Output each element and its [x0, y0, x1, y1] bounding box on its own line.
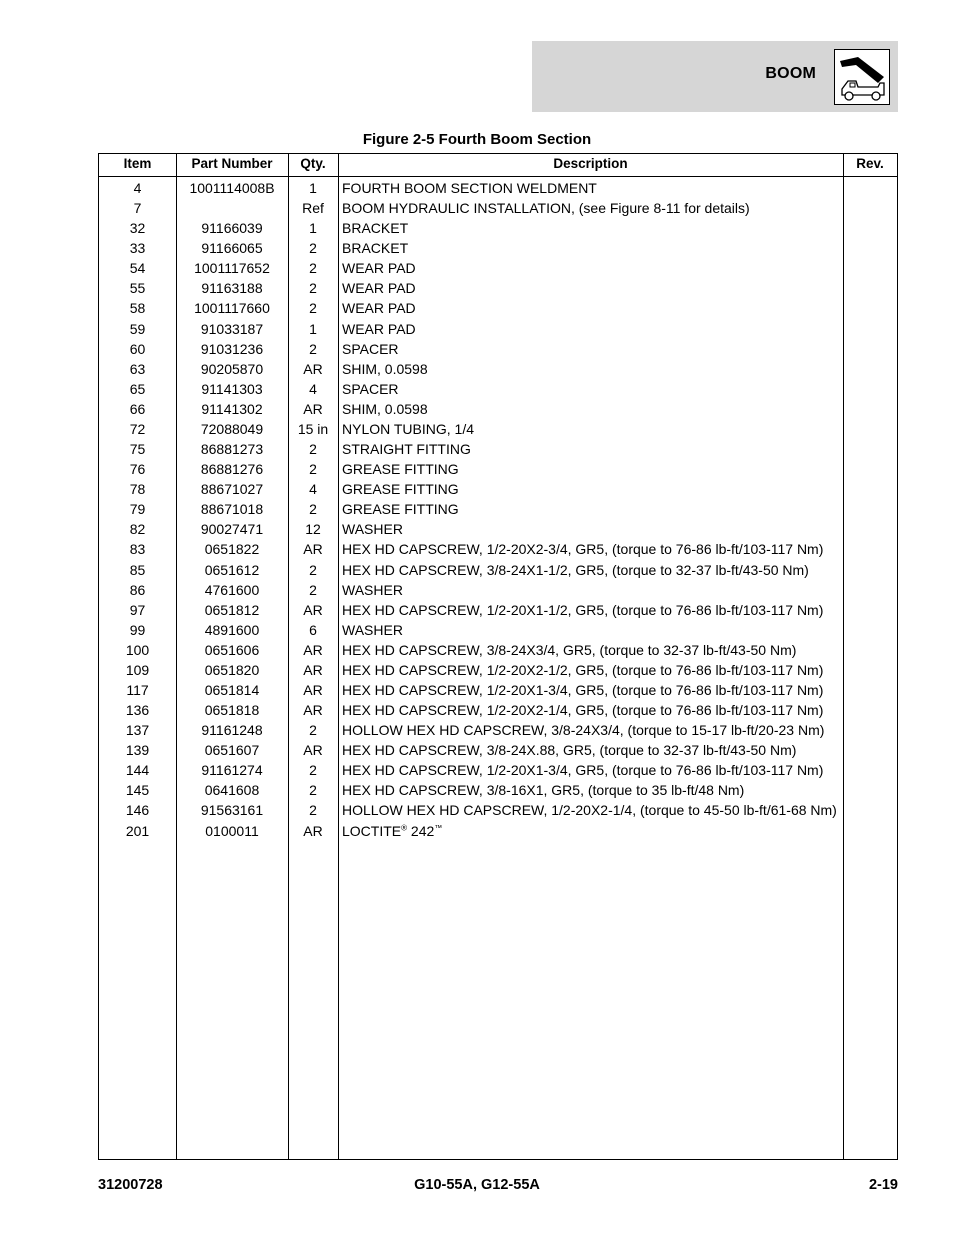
table-row: [99, 320, 897, 340]
item-cell: 86: [129, 581, 146, 598]
section-header: [532, 41, 898, 112]
description-cell: [342, 260, 416, 276]
description-cell: [342, 802, 837, 818]
qty-cell: 12: [305, 521, 321, 538]
section-title: BOOM: [765, 65, 816, 82]
part-number-cell: 72088049: [200, 420, 264, 437]
qty-cell: 2: [309, 802, 317, 819]
description-text: BRACKET: [342, 220, 409, 237]
qty-cell: 1: [309, 320, 317, 337]
part-number-cell: 91031236: [200, 340, 264, 357]
item-cell: 201: [125, 822, 150, 839]
description-cell: [342, 823, 442, 839]
part-number-cell: 91563161: [200, 802, 264, 819]
description-text: WASHER: [342, 621, 403, 638]
description-text: HOLLOW HEX HD CAPSCREW, 3/8-24X3/4, (torque to 15-17 lb-ft/20-23 Nm): [342, 722, 825, 739]
description-text: HEX HD CAPSCREW, 1/2-20X1-1/2, GR5, (torque to 76-86 lb-ft/103-117 Nm): [342, 601, 824, 618]
description-text: WASHER: [342, 581, 403, 598]
page-number: 2-19: [868, 1177, 898, 1193]
part-number-cell: 4761600: [204, 581, 260, 598]
item-cell: 63: [129, 360, 146, 377]
item-cell: 82: [129, 521, 146, 538]
qty-cell: 1: [309, 180, 317, 196]
header-part-number: Part Number: [191, 156, 273, 171]
table-row: [99, 340, 897, 360]
figure-title: Figure 2-5 Fourth Boom Section: [362, 131, 592, 148]
item-cell: 55: [129, 280, 146, 297]
description-cell: [342, 280, 416, 296]
table-row: [99, 801, 897, 821]
table-row: [99, 681, 897, 701]
qty-cell: 1: [309, 220, 317, 237]
description-text: SHIM, 0.0598: [342, 360, 428, 377]
description-text: BOOM HYDRAULIC INSTALLATION, (see Figure 8-11 for details): [342, 200, 750, 217]
description-cell: [342, 722, 824, 738]
table-row: [99, 761, 897, 781]
description-cell: [342, 300, 416, 316]
part-number-cell: 91166065: [201, 240, 263, 257]
qty-cell: AR: [303, 702, 323, 719]
part-number-cell: 0651822: [204, 541, 260, 558]
qty-cell: AR: [303, 400, 323, 417]
table-row: [99, 380, 897, 400]
description-text: WEAR PAD: [342, 300, 416, 317]
table-row: [99, 781, 897, 801]
part-number-cell: 91166039: [201, 220, 263, 237]
description-cell: [342, 682, 823, 698]
qty-cell: 2: [309, 300, 317, 317]
description-text: SHIM, 0.0598: [342, 400, 428, 417]
item-cell: 7: [133, 200, 142, 217]
part-number-cell: 1001117652: [194, 260, 270, 277]
description-text: FOURTH BOOM SECTION WELDMENT: [342, 180, 597, 196]
description-cell: [342, 622, 403, 638]
item-cell: 144: [125, 762, 150, 779]
description-cell: [342, 642, 796, 658]
item-cell: 76: [129, 461, 146, 478]
table-row: [99, 480, 897, 500]
description-text: WEAR PAD: [342, 280, 416, 297]
description-cell: [342, 421, 474, 437]
description-text: HEX HD CAPSCREW, 1/2-20X1-3/4, GR5, (torque to 76-86 lb-ft/103-117 Nm): [342, 762, 824, 779]
table-row: [99, 279, 897, 299]
part-number-cell: 91141302: [201, 400, 263, 417]
description-cell: [342, 381, 399, 397]
description-text: NYLON TUBING, 1/4: [342, 420, 475, 437]
boom-lift-icon: [834, 49, 890, 105]
description-cell: [342, 602, 823, 618]
table-row: [99, 500, 897, 520]
item-cell: 109: [125, 661, 150, 678]
description-cell: [342, 441, 471, 457]
part-number-cell: 88671027: [200, 481, 264, 498]
part-number-cell: 90205870: [200, 360, 264, 377]
item-cell: 60: [129, 340, 146, 357]
item-cell: 97: [129, 601, 146, 618]
description-cell: [342, 762, 823, 778]
description-text: BRACKET: [342, 240, 409, 257]
part-number-cell: 86881276: [200, 461, 264, 478]
part-number-cell: 0651606: [204, 641, 260, 658]
part-number-cell: 0641608: [204, 782, 260, 799]
header-description: Description: [553, 156, 628, 171]
part-number-cell: 0651612: [204, 561, 260, 578]
description-cell: [342, 541, 823, 557]
part-number-cell: 0651607: [204, 742, 260, 759]
qty-cell: AR: [303, 541, 323, 558]
item-cell: 59: [129, 320, 146, 337]
part-number-cell: 88671018: [200, 501, 264, 518]
item-cell: 117: [126, 682, 149, 698]
description-cell: [342, 582, 403, 598]
item-cell: 32: [129, 220, 146, 237]
item-cell: 139: [125, 742, 150, 759]
item-cell: 145: [125, 782, 150, 799]
table-row: [99, 259, 897, 279]
description-text: HEX HD CAPSCREW, 3/8-24X3/4, GR5, (torque to 32-37 lb-ft/43-50 Nm): [342, 641, 797, 658]
qty-cell: 2: [309, 461, 317, 478]
table-row: [99, 460, 897, 480]
qty-cell: AR: [303, 641, 323, 658]
item-cell: 99: [129, 621, 146, 638]
description-text: GREASE FITTING: [342, 501, 459, 518]
table-row: [99, 741, 897, 761]
description-cell: [342, 562, 809, 578]
qty-cell: Ref: [302, 200, 324, 217]
qty-cell: 2: [309, 501, 317, 518]
part-number-cell: 1001117660: [194, 300, 270, 317]
table-row: [99, 661, 897, 681]
qty-cell: 2: [309, 762, 317, 779]
qty-cell: AR: [303, 601, 323, 618]
qty-cell: 6: [309, 621, 317, 638]
qty-cell: AR: [303, 661, 323, 678]
qty-cell: AR: [303, 682, 323, 698]
table-row: [99, 219, 897, 239]
part-number-cell: 86881273: [200, 441, 264, 458]
description-cell: [342, 180, 597, 196]
table-row: [99, 520, 897, 540]
part-number-cell: 91141303: [201, 380, 263, 397]
description-cell: [342, 782, 744, 798]
description-cell: [342, 461, 459, 477]
qty-cell: AR: [303, 360, 323, 377]
doc-number: 31200728: [98, 1177, 163, 1193]
header-rev: Rev.: [856, 156, 884, 171]
table-row: [99, 540, 897, 560]
part-number-cell: 90027471: [200, 521, 264, 538]
description-text: HEX HD CAPSCREW, 3/8-24X1-1/2, GR5, (torque to 32-37 lb-ft/43-50 Nm): [342, 561, 809, 578]
item-cell: 58: [129, 300, 146, 317]
description-text: GREASE FITTING: [342, 461, 459, 478]
description-text: SPACER: [342, 380, 399, 397]
qty-cell: AR: [303, 742, 323, 759]
table-row: [99, 400, 897, 420]
description-text: HEX HD CAPSCREW, 1/2-20X2-1/4, GR5, (torque to 76-86 lb-ft/103-117 Nm): [342, 702, 824, 719]
part-number-cell: 0651818: [204, 702, 260, 719]
header-item: Item: [123, 156, 152, 171]
part-number-cell: 91033187: [200, 320, 264, 337]
item-cell: 66: [129, 400, 146, 417]
item-cell: 72: [129, 420, 146, 437]
description-text: HEX HD CAPSCREW, 1/2-20X2-3/4, GR5, (torque to 76-86 lb-ft/103-117 Nm): [342, 541, 824, 558]
part-number-cell: 91161274: [201, 762, 263, 779]
table-row: [99, 581, 897, 601]
description-cell: [342, 361, 428, 377]
item-cell: 83: [129, 541, 146, 558]
part-number-cell: 0651820: [204, 661, 260, 678]
trademark-mark: ™: [434, 822, 443, 832]
model-names: G10-55A, G12-55A: [414, 1177, 540, 1193]
description-cell: [342, 742, 796, 758]
parts-table: [98, 153, 898, 1160]
item-cell: 79: [129, 501, 146, 518]
description-cell: [342, 200, 750, 216]
table-row: [99, 721, 897, 741]
description-cell: [342, 240, 408, 256]
description-cell: [342, 401, 428, 417]
qty-cell: AR: [303, 822, 323, 839]
item-cell: 100: [125, 641, 150, 658]
item-cell: 65: [129, 380, 146, 397]
registered-mark: ®: [401, 822, 408, 832]
table-row: [99, 440, 897, 460]
table-header: [99, 154, 897, 177]
item-cell: 146: [125, 802, 150, 819]
qty-cell: 2: [309, 240, 317, 257]
item-cell: 4: [133, 180, 142, 196]
table-row: [99, 420, 897, 440]
table-row: [99, 179, 897, 199]
description-text: LOCTITE: [342, 822, 402, 839]
qty-cell: 2: [309, 722, 317, 739]
qty-cell: 2: [309, 782, 317, 799]
description-text: WASHER: [342, 521, 403, 538]
description-text: SPACER: [342, 340, 399, 357]
item-cell: 136: [125, 702, 150, 719]
part-number-cell: 91163188: [201, 280, 263, 297]
description-text: WEAR PAD: [342, 320, 416, 337]
item-cell: 54: [129, 260, 146, 277]
item-cell: 78: [129, 481, 146, 498]
description-cell: [342, 521, 403, 537]
description-cell: [342, 702, 823, 718]
description-text: WEAR PAD: [342, 260, 416, 277]
table-row: [99, 360, 897, 380]
item-cell: 33: [129, 240, 146, 257]
item-cell: 137: [125, 722, 150, 739]
qty-cell: 2: [309, 260, 317, 277]
item-cell: 85: [129, 561, 146, 578]
table-row: [99, 239, 897, 259]
qty-cell: 2: [309, 280, 317, 297]
description-text: STRAIGHT FITTING: [342, 441, 471, 458]
item-cell: 75: [129, 441, 146, 458]
header-qty: Qty.: [300, 156, 326, 171]
table-row: [99, 822, 897, 842]
description-text: GREASE FITTING: [342, 481, 459, 498]
description-text: HEX HD CAPSCREW, 1/2-20X1-3/4, GR5, (torque to 76-86 lb-ft/103-117 Nm): [342, 682, 824, 698]
part-number-cell: 1001114008B: [189, 180, 275, 196]
qty-cell: 2: [309, 561, 317, 578]
description-cell: [342, 501, 459, 517]
description-text: HOLLOW HEX HD CAPSCREW, 1/2-20X2-1/4, (torque to 45-50 lb-ft/61-68 Nm): [342, 802, 837, 819]
table-row: [99, 199, 897, 219]
part-number-cell: 0651814: [204, 682, 260, 698]
part-number-cell: 91161248: [201, 722, 263, 739]
description-cell: [342, 481, 459, 497]
table-row: [99, 601, 897, 621]
table-row: [99, 299, 897, 319]
description-cell: [342, 662, 823, 678]
description-cell: [342, 341, 399, 357]
qty-cell: 15 in: [297, 420, 329, 437]
description-text: HEX HD CAPSCREW, 3/8-16X1, GR5, (torque to 35 lb-ft/48 Nm): [342, 782, 745, 799]
part-number-cell: 4891600: [204, 621, 260, 638]
qty-cell: 4: [309, 380, 317, 397]
part-number-cell: 0651812: [204, 601, 260, 618]
qty-cell: 2: [309, 581, 317, 598]
description-cell: [342, 220, 408, 236]
table-row: [99, 701, 897, 721]
description-text: HEX HD CAPSCREW, 1/2-20X2-1/2, GR5, (torque to 76-86 lb-ft/103-117 Nm): [342, 661, 824, 678]
table-row: [99, 561, 897, 581]
description-cell: [342, 321, 416, 337]
description-text: HEX HD CAPSCREW, 3/8-24X.88, GR5, (torque to 32-37 lb-ft/43-50 Nm): [342, 742, 797, 759]
qty-cell: 2: [309, 340, 317, 357]
description-text: 242: [407, 822, 435, 839]
qty-cell: 4: [309, 481, 317, 498]
part-number-cell: 0100011: [205, 822, 259, 839]
table-row: [99, 621, 897, 641]
table-row: [99, 641, 897, 661]
qty-cell: 2: [309, 441, 317, 458]
